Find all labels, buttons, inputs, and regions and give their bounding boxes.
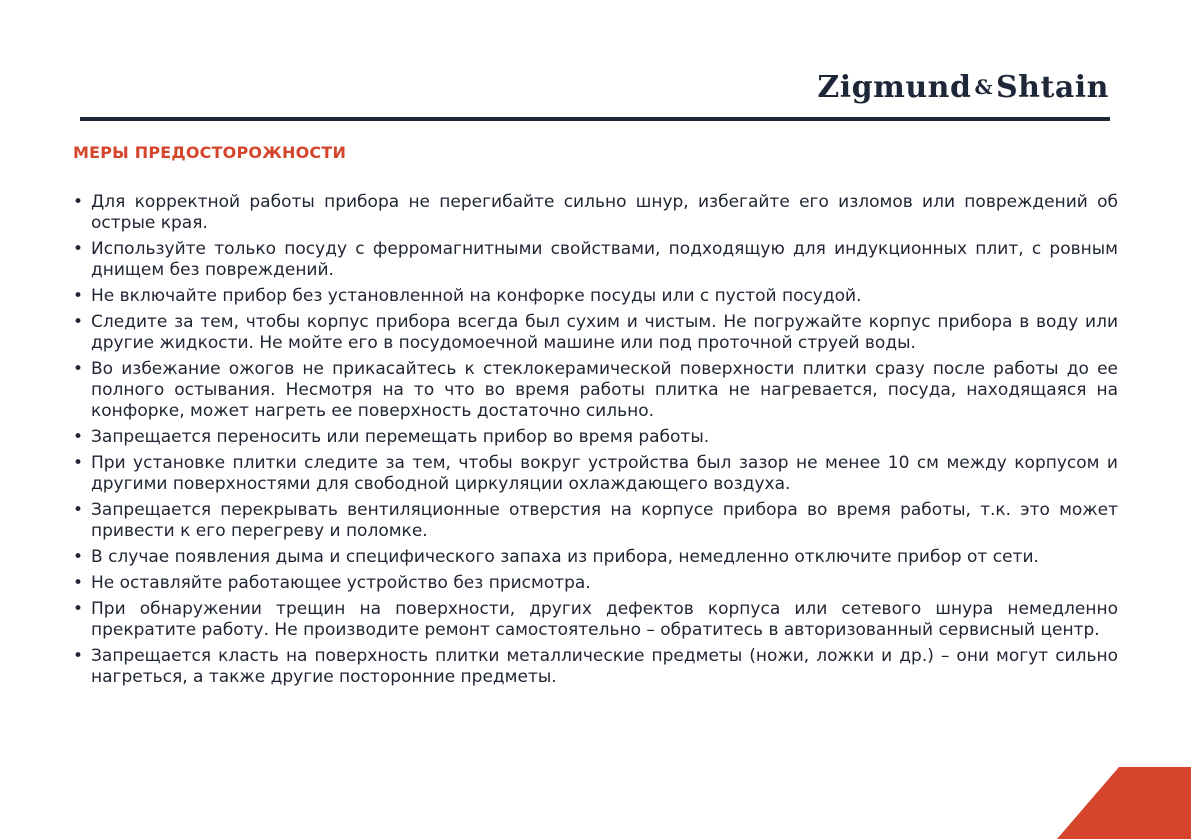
list-item: • Запрещается перекрывать вентиляционные отверстия на корпусе прибора во время работы, т.к. это может привести к его перегреву и поломке. [73, 500, 1118, 542]
list-item: • Запрещается класть на поверхность плитки металлические предметы (ножи, ложки и др.) – они могут сильно нагреться, а также другие посторонние предметы. [73, 646, 1118, 688]
list-item: • Не включайте прибор без установленной на конфорке посуды или с пустой посудой. [73, 286, 1118, 307]
list-item: • Для корректной работы прибора не перегибайте сильно шнур, избегайте его изломов или повреждений об острые края. [73, 192, 1118, 234]
precautions-list [73, 192, 1118, 693]
list-item: • При обнаружении трещин на поверхности, других дефектов корпуса или сетевого шнура немедленно прекратите работу. Не производите ремонт самостоятельно – обратитесь в авторизованный сервисный центр. [73, 599, 1118, 641]
list-item: • При установке плитки следите за тем, чтобы вокруг устройства был зазор не менее 10 см между корпусом и другими поверхностями для свободной циркуляции охлаждающего воздуха. [73, 453, 1118, 495]
list-item: • Не оставляйте работающее устройство без присмотра. [73, 573, 1118, 594]
section-title: МЕРЫ ПРЕДОСТОРОЖНОСТИ [73, 143, 347, 162]
brand-name-part1: Zigmund [817, 70, 972, 105]
header-divider [80, 117, 1110, 121]
list-item: • Во избежание ожогов не прикасайтесь к стеклокерамической поверхности плитки сразу после работы до ее полного остывания. Несмотря на то что во время работы плитка не нагревается, посуда, находящаяся на конфорке, может нагреть ее поверхность достаточно сильно. [73, 359, 1118, 422]
list-item: • Запрещается переносить или перемещать прибор во время работы. [73, 427, 1118, 448]
list-item: • В случае появления дыма и специфического запаха из прибора, немедленно отключите прибор от сети. [73, 547, 1118, 568]
list-item: • Следите за тем, чтобы корпус прибора всегда был сухим и чистым. Не погружайте корпус прибора в воду или другие жидкости. Не мойте его в посудомоечной машине или под проточной струей воды. [73, 312, 1118, 354]
brand-logo [817, 70, 1109, 105]
brand-name-part2: Shtain [996, 70, 1109, 105]
brand-ampersand: & [974, 75, 994, 99]
list-item: • Используйте только посуду с ферромагнитными свойствами, подходящую для индукционных плит, с ровным днищем без повреждений. [73, 239, 1118, 281]
corner-decoration [1057, 767, 1191, 839]
